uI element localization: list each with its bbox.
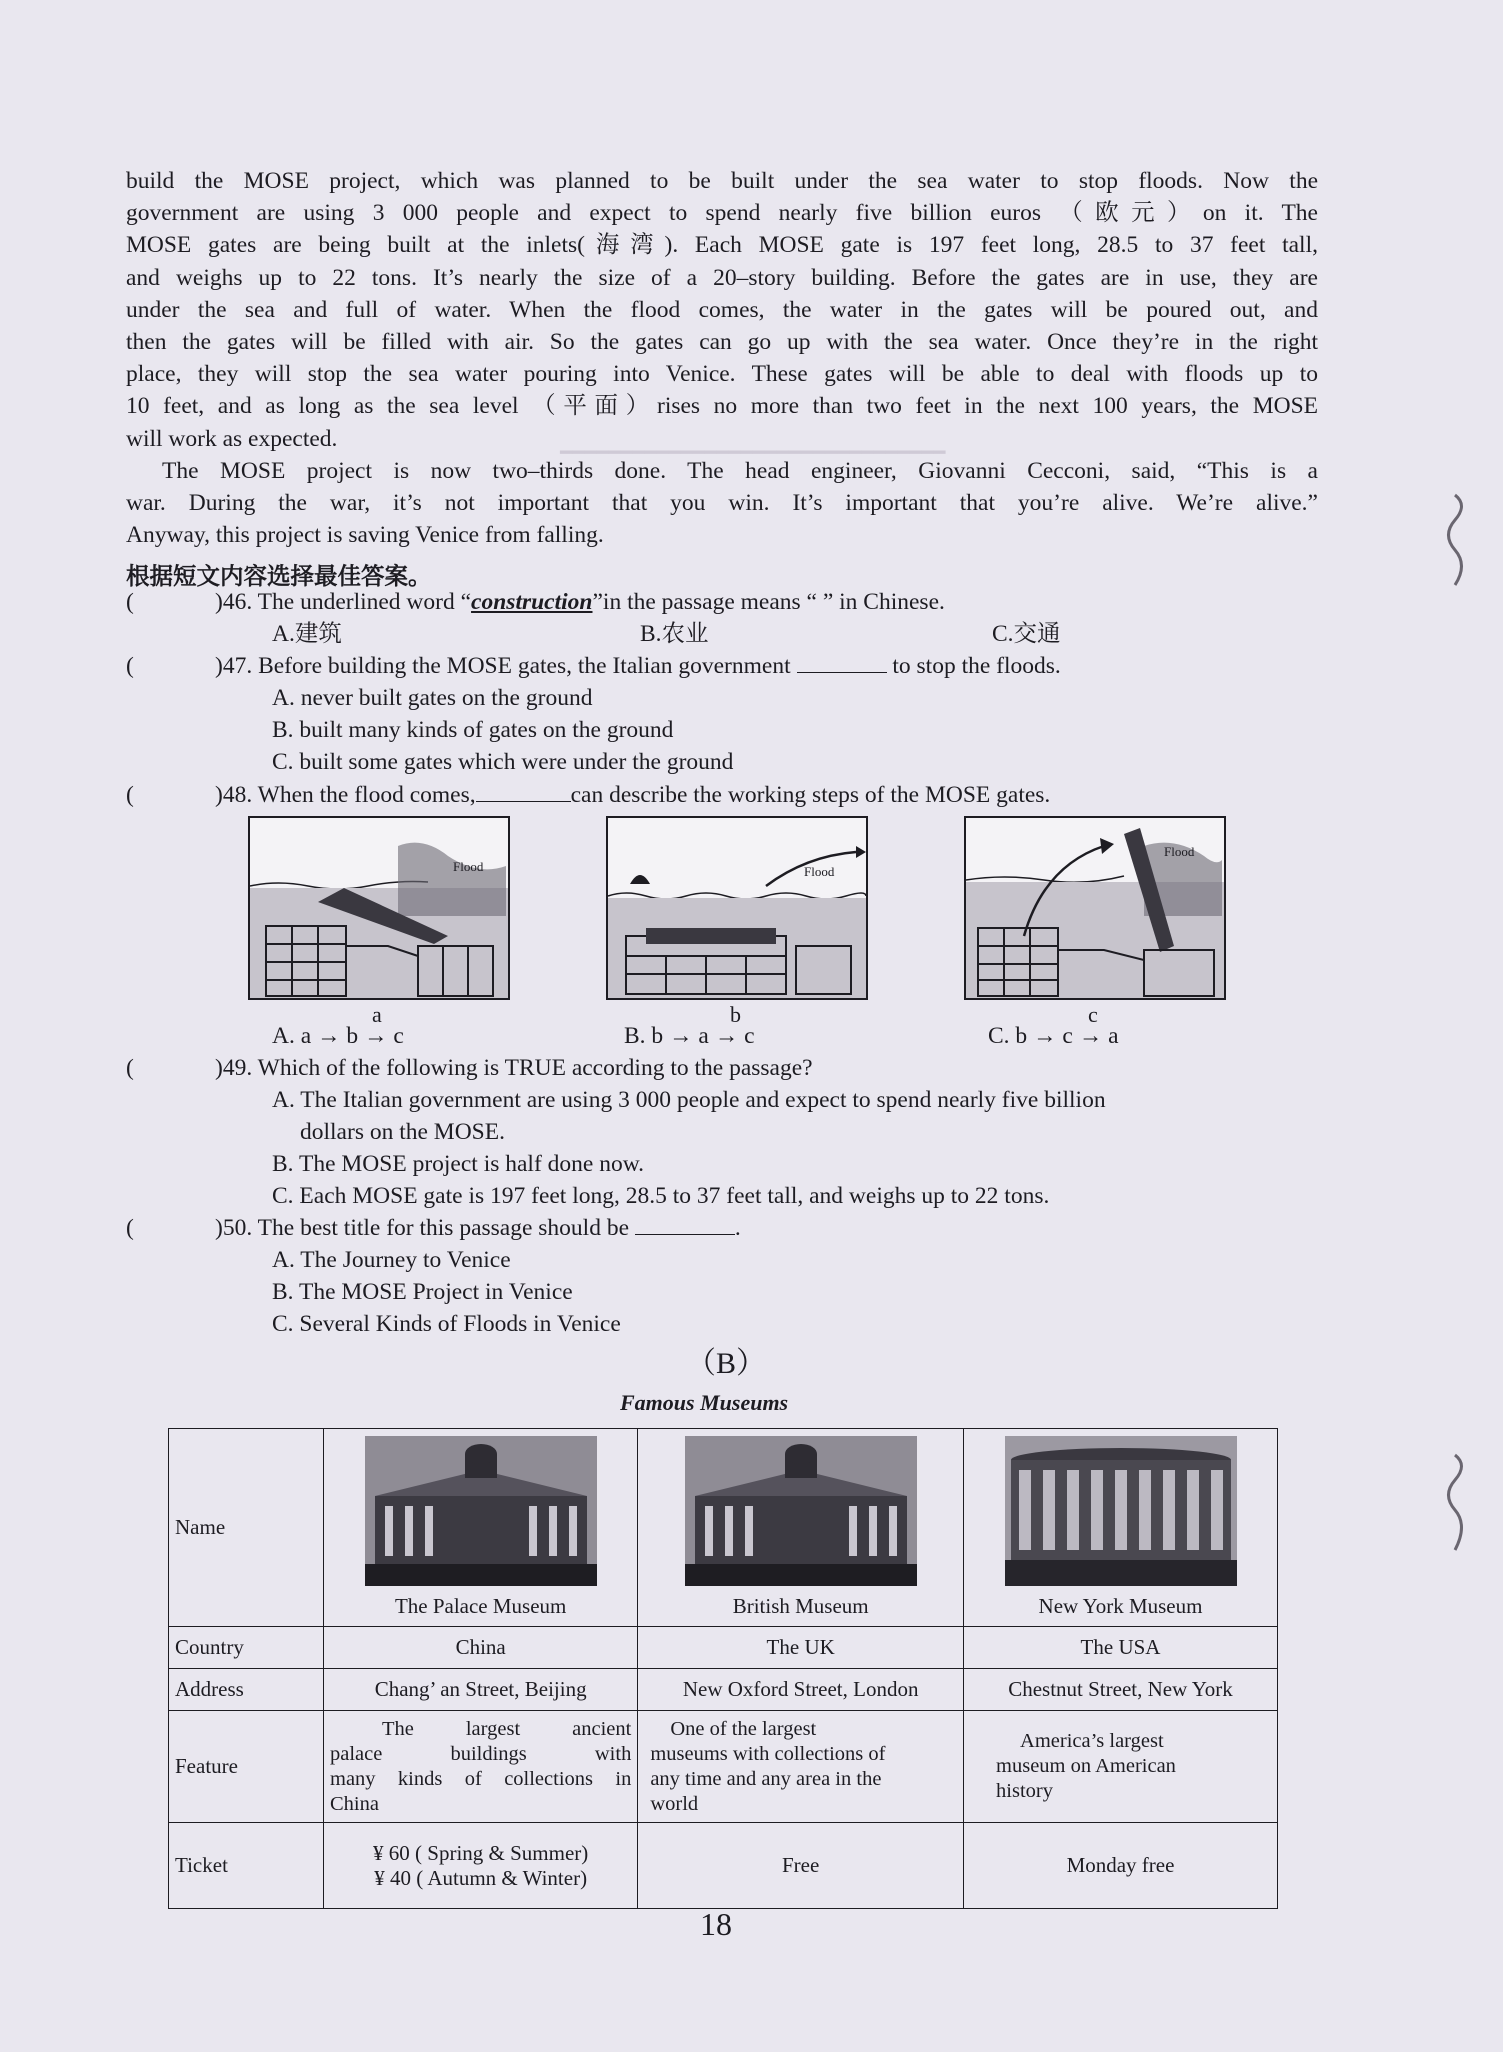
table-row — [169, 1669, 1278, 1711]
museum-name-cell — [638, 1429, 964, 1627]
passage-line: under the sea and full of water. When the flood comes, the water in the gates will be poured out, and — [126, 296, 1318, 323]
q49-option-a[interactable]: A. The Italian government are using 3 000 people and expect to spend nearly five billion — [272, 1087, 1106, 1113]
question-48: ( )48. When the flood comes, can describe the working steps of the MOSE gates. — [126, 782, 1051, 808]
answer-blank[interactable] — [635, 1214, 735, 1235]
page-number: 18 — [700, 1906, 732, 1942]
diagram-b-label: b — [730, 1002, 741, 1027]
feature-cell: America’s largest museum on American history — [964, 1711, 1278, 1823]
passage-line: will work as expected. — [126, 425, 338, 452]
row-label: Country — [169, 1627, 324, 1669]
table-row — [169, 1429, 1278, 1627]
address-cell: Chestnut Street, New York — [964, 1669, 1278, 1711]
table-row — [169, 1711, 1278, 1823]
q46-option-c[interactable]: C.交通 — [992, 621, 1061, 647]
new-york-museum-photo — [1005, 1436, 1237, 1586]
passage-line: then the gates will be filled with air. So the gates can go up with the sea water. Once they’re in the right — [126, 329, 1318, 356]
museum-name: British Museum — [732, 1594, 869, 1618]
q48-option-c[interactable]: C. b → c → a — [988, 1023, 1119, 1049]
flood-label: Flood — [453, 859, 484, 874]
q50-option-c[interactable]: C. Several Kinds of Floods in Venice — [272, 1311, 621, 1337]
flood-label: Flood — [1164, 844, 1195, 859]
passage-line: and weighs up to 22 tons. It’s nearly the size of a 20–story building. Before the gates are in use, they are — [126, 264, 1318, 291]
mose-diagram-c — [964, 816, 1226, 1000]
row-label: Address — [169, 1669, 324, 1711]
country-cell: China — [324, 1627, 638, 1669]
q50-option-b[interactable]: B. The MOSE Project in Venice — [272, 1279, 573, 1305]
show-through-decoration: ━━━━━━━━━━━━━━━━━━━━━━━━━━━━━━━━ — [560, 442, 946, 464]
table-row — [169, 1823, 1278, 1909]
q49-option-b[interactable]: B. The MOSE project is half done now. — [272, 1151, 645, 1177]
museum-name-cell — [964, 1429, 1278, 1627]
q47-option-b[interactable]: B. built many kinds of gates on the ground — [272, 717, 674, 743]
museum-name: New York Museum — [1038, 1594, 1203, 1618]
passage-line: The MOSE project is now two–thirds done. The head engineer, Giovanni Cecconi, said, “This is a — [162, 458, 1318, 484]
museum-name-cell — [324, 1429, 638, 1627]
passage-line: war. During the war, it’s not important that you win. It’s important that you’re alive. We’re alive.” — [126, 490, 1318, 517]
q46-option-b[interactable]: B.农业 — [640, 621, 709, 647]
ticket-cell: Free — [638, 1823, 964, 1909]
ticket-cell: Monday free — [964, 1823, 1278, 1909]
passage-line: MOSE gates are being built at the inlets(海湾). Each MOSE gate is 197 feet long, 28.5 to 37 feet tall, — [126, 232, 1318, 259]
flood-label: Flood — [804, 864, 835, 879]
binder-clip-icon — [1440, 490, 1470, 590]
instruction-heading: 根据短文内容选择最佳答案。 — [126, 562, 432, 590]
q47-option-a[interactable]: A. never built gates on the ground — [272, 685, 593, 711]
british-museum-photo — [685, 1436, 917, 1586]
ticket-cell: ¥ 60 ( Spring & Summer) ¥ 40 ( Autumn & Winter) — [324, 1823, 638, 1909]
row-label: Name — [169, 1429, 324, 1627]
q46-option-a[interactable]: A.建筑 — [272, 621, 342, 647]
feature-cell: The largest ancient palace buildings with many kinds of collections in China — [324, 1711, 638, 1823]
passage-line: Anyway, this project is saving Venice from falling. — [126, 522, 604, 549]
country-cell: The UK — [638, 1627, 964, 1669]
diagram-c-label: c — [1088, 1002, 1098, 1027]
row-label: Feature — [169, 1711, 324, 1823]
table-title: Famous Museums — [620, 1390, 789, 1415]
question-50: ( )50. The best title for this passage should be . — [126, 1215, 741, 1241]
q47-option-c[interactable]: C. built some gates which were under the ground — [272, 749, 734, 775]
question-47: ( )47. Before building the MOSE gates, the Italian government to stop the floods. — [126, 653, 1061, 679]
museum-name: The Palace Museum — [394, 1594, 567, 1618]
section-b-heading: （B） — [686, 1347, 767, 1380]
passage-line: 10 feet, and as long as the sea level （平面）rises no more than two feet in the next 100 years, the MOSE — [126, 393, 1318, 420]
q49-option-a-cont[interactable]: dollars on the MOSE. — [300, 1119, 505, 1145]
mose-diagram-a — [248, 816, 510, 1000]
answer-blank[interactable] — [797, 652, 887, 673]
address-cell: Chang’ an Street, Beijing — [324, 1669, 638, 1711]
q49-option-c[interactable]: C. Each MOSE gate is 197 feet long, 28.5 to 37 feet tall, and weighs up to 22 tons. — [272, 1183, 1050, 1209]
q48-option-a[interactable]: A. a → b → c — [272, 1023, 404, 1049]
q50-option-a[interactable]: A. The Journey to Venice — [272, 1247, 511, 1273]
passage-line: government are using 3 000 people and expect to spend nearly five billion euros （欧元）on it. The — [126, 200, 1318, 227]
passage-line: build the MOSE project, which was planned to be built under the sea water to stop floods. Now the — [126, 168, 1318, 194]
binder-clip-icon — [1440, 1450, 1470, 1560]
museums-table — [168, 1428, 1278, 1909]
question-49: ( )49. Which of the following is TRUE according to the passage? — [126, 1055, 813, 1081]
answer-blank[interactable] — [476, 781, 571, 802]
address-cell: New Oxford Street, London — [638, 1669, 964, 1711]
passage-paragraph-2 — [126, 455, 1318, 552]
passage-line: place, they will stop the sea water pouring into Venice. These gates will be able to deal with floods up to — [126, 361, 1318, 388]
underlined-word: construction — [471, 589, 593, 615]
diagram-a-label: a — [372, 1002, 382, 1027]
row-label: Ticket — [169, 1823, 324, 1909]
table-row — [169, 1627, 1278, 1669]
mose-diagram-b — [606, 816, 868, 1000]
feature-cell: One of the largest museums with collections of any time and any area in the world — [638, 1711, 964, 1823]
question-46: ( )46. The underlined word “construction”in the passage means “ ” in Chinese. — [126, 589, 945, 615]
q48-option-b[interactable]: B. b → a → c — [624, 1023, 755, 1049]
palace-museum-photo — [365, 1436, 597, 1586]
passage-paragraph-1 — [126, 165, 1318, 455]
country-cell: The USA — [964, 1627, 1278, 1669]
